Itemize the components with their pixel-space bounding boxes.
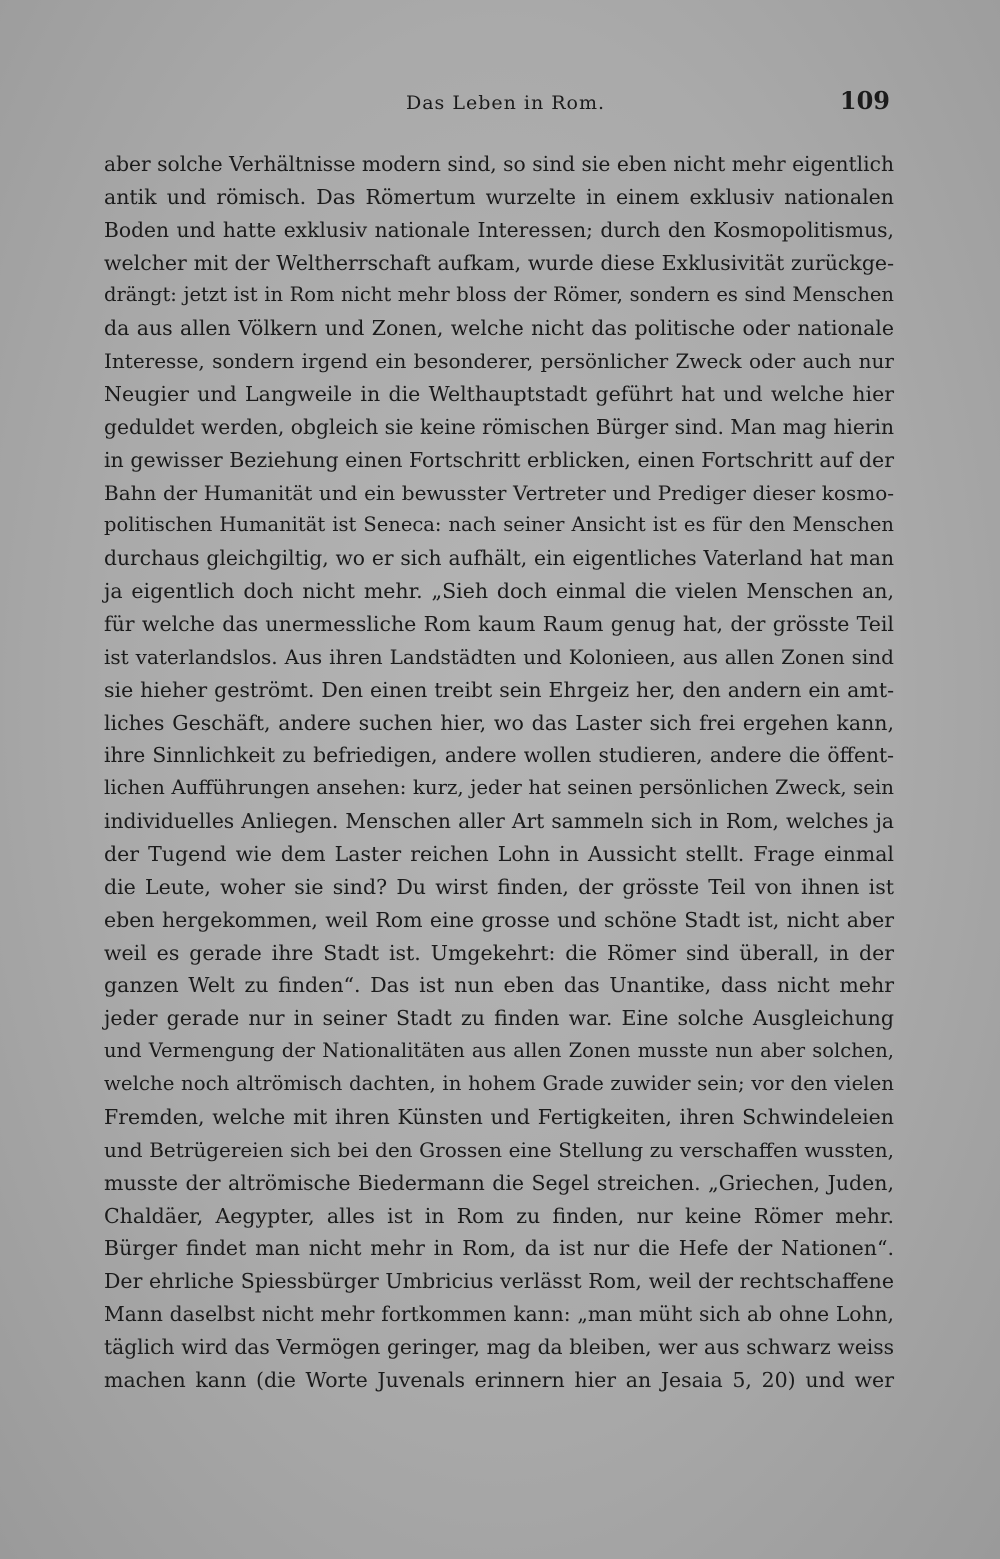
text-line: musste der altrömische Biedermann die Segel streichen. „Griechen, Juden, — [104, 1170, 894, 1195]
text-line: und Vermengung der Nationalitäten aus allen Zonen musste nun aber solchen, — [104, 1039, 894, 1063]
text-line: individuelles Anliegen. Menschen aller Art sammeln sich in Rom, welches ja — [104, 809, 894, 834]
text-line: drängt: jetzt ist in Rom nicht mehr bloss der Römer, sondern es sind Menschen — [104, 283, 894, 307]
text-line: der Tugend wie dem Laster reichen Lohn in Aussicht stellt. Frage einmal — [104, 842, 894, 867]
text-line: liches Geschäft, andere suchen hier, wo das Laster sich frei ergehen kann, — [104, 710, 894, 735]
text-line: Boden und hatte exklusiv nationale Interessen; durch den Kosmopolitismus, — [104, 217, 894, 242]
text-line: welcher mit der Weltherrschaft aufkam, wurde diese Exklusivität zurückge- — [104, 250, 894, 275]
body-text — [104, 148, 894, 1397]
text-line: eben hergekommen, weil Rom eine grosse und schöne Stadt ist, nicht aber — [104, 907, 894, 932]
text-line: welche noch altrömisch dachten, in hohem Grade zuwider sein; vor den vielen — [104, 1072, 894, 1096]
text-line: da aus allen Völkern und Zonen, welche nicht das politische oder nationale — [104, 316, 894, 341]
text-line: ihre Sinnlichkeit zu befriedigen, andere wollen studieren, andere die öffent- — [104, 743, 894, 768]
text-line: für welche das unermessliche Rom kaum Raum genug hat, der grösste Teil — [104, 612, 894, 637]
text-line: politischen Humanität ist Seneca: nach seiner Ansicht ist es für den Menschen — [104, 513, 894, 537]
text-line: Neugier und Langweile in die Welthauptstadt geführt hat und welche hier — [104, 382, 894, 407]
text-line: Interesse, sondern irgend ein besonderer, persönlicher Zweck oder auch nur — [104, 349, 894, 374]
text-line: und Betrügereien sich bei den Grossen eine Stellung zu verschaffen wussten, — [104, 1137, 894, 1162]
text-line: sie hieher geströmt. Den einen treibt sein Ehrgeiz her, den andern ein amt- — [104, 677, 894, 702]
running-head-title: Das Leben in Rom. — [406, 92, 606, 114]
text-line: die Leute, woher sie sind? Du wirst finden, der grösste Teil von ihnen ist — [104, 874, 894, 899]
text-line: jeder gerade nur in seiner Stadt zu finden war. Eine solche Ausgleichung — [104, 1006, 894, 1031]
page-number: 109 — [839, 86, 890, 115]
text-line: weil es gerade ihre Stadt ist. Umgekehrt: die Römer sind überall, in der — [104, 940, 894, 965]
text-line: geduldet werden, obgleich sie keine römischen Bürger sind. Man mag hierin — [104, 414, 895, 439]
text-line: ja eigentlich doch nicht mehr. „Sieh doch einmal die vielen Menschen an, — [104, 579, 894, 604]
text-line: lichen Aufführungen ansehen: kurz, jeder hat seinen persönlichen Zweck, sein — [104, 776, 894, 800]
text-line: Bürger findet man nicht mehr in Rom, da ist nur die Hefe der Nationen“. — [104, 1236, 894, 1261]
text-line: aber solche Verhältnisse modern sind, so sind sie eben nicht mehr eigentlich — [104, 152, 894, 176]
text-line: Fremden, welche mit ihren Künsten und Fertigkeiten, ihren Schwindeleien — [104, 1104, 894, 1129]
text-line: in gewisser Beziehung einen Fortschritt erblicken, einen Fortschritt auf der — [104, 447, 894, 472]
text-line: täglich wird das Vermögen geringer, mag da bleiben, wer aus schwarz weiss — [104, 1334, 894, 1359]
text-line: Der ehrliche Spiessbürger Umbricius verlässt Rom, weil der rechtschaffene — [104, 1269, 894, 1294]
text-line: Mann daselbst nicht mehr fortkommen kann: „man müht sich ab ohne Lohn, — [104, 1302, 894, 1327]
text-line: ist vaterlandslos. Aus ihren Landstädten und Kolonieen, aus allen Zonen sind — [104, 644, 894, 669]
text-line: antik und römisch. Das Römertum wurzelte in einem exklusiv nationalen — [104, 184, 894, 209]
text-line: machen kann (die Worte Juvenals erinnern hier an Jesaia 5, 20) und wer — [104, 1367, 894, 1392]
text-line: ganzen Welt zu finden“. Das ist nun eben das Unantike, dass nicht mehr — [104, 973, 894, 998]
running-head — [100, 86, 890, 122]
text-line: Bahn der Humanität und ein bewusster Vertreter und Prediger dieser kosmo- — [104, 480, 894, 505]
text-line: durchaus gleichgiltig, wo er sich aufhält, ein eigentliches Vaterland hat man — [104, 546, 894, 571]
text-line: Chaldäer, Aegypter, alles ist in Rom zu finden, nur keine Römer mehr. — [104, 1203, 894, 1228]
